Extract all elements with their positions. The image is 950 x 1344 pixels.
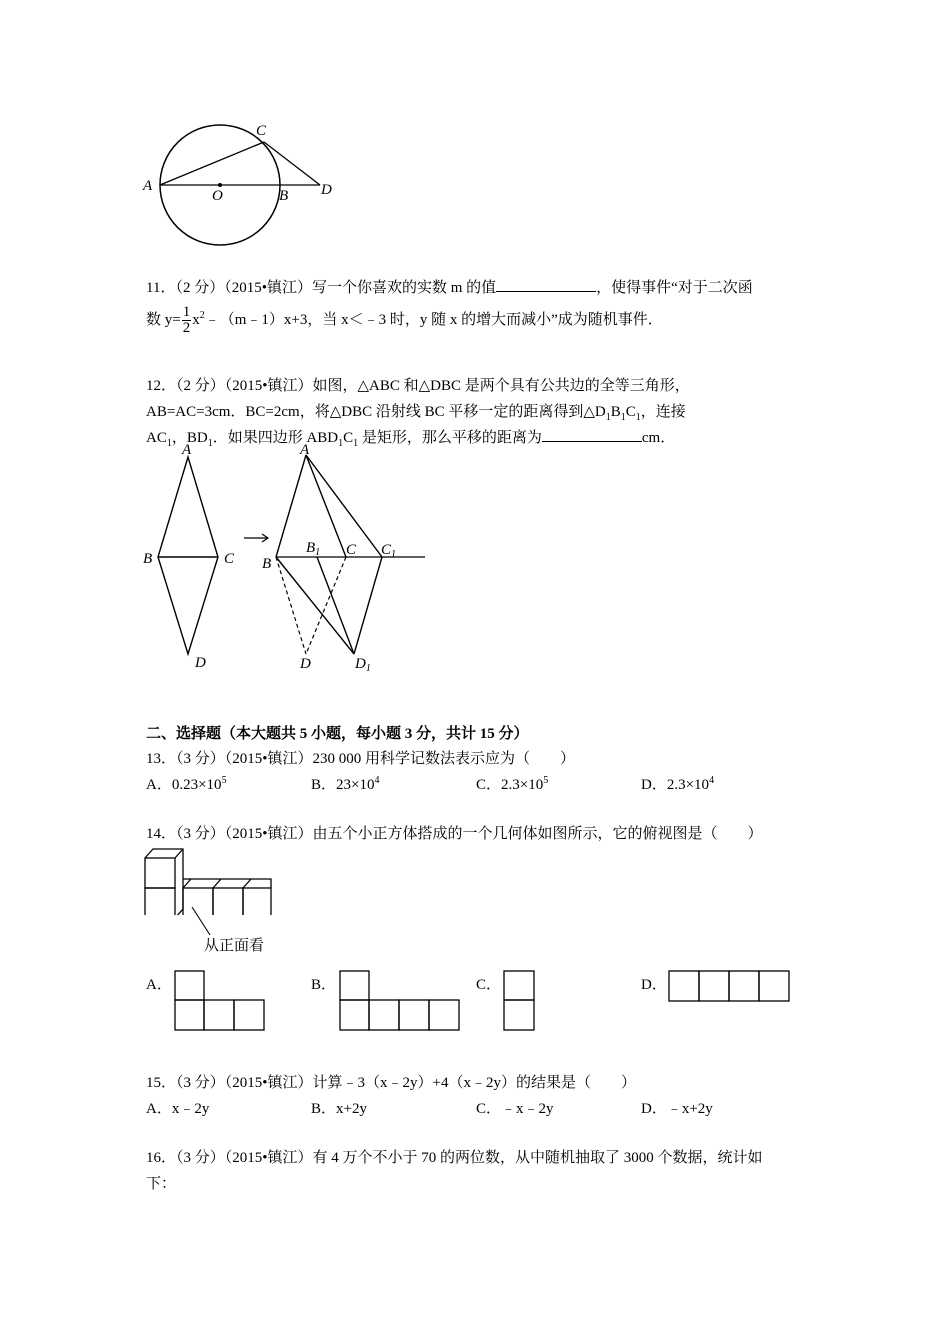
option-text: 2.3×10	[666, 777, 710, 793]
right-label-D: D	[300, 656, 311, 672]
section-title: 二、选择题（本大题共 5 小题，每小题 3 分，共计 15 分）	[146, 726, 529, 742]
option-label: C．	[476, 1101, 502, 1117]
q11-exponent: 2	[199, 309, 205, 321]
option-exp: 5	[221, 775, 227, 786]
option-exp: 5	[543, 775, 549, 786]
option-text: 23×10	[336, 777, 375, 793]
rhombus-figure	[140, 442, 440, 674]
q14-option-a-figure[interactable]	[174, 970, 266, 1032]
option-label: A．	[146, 777, 172, 793]
q12-s6: 1	[338, 438, 344, 449]
q12-t9: 是矩形，那么平移的距离为	[358, 430, 542, 446]
option-text: 2.3×10	[501, 777, 544, 793]
option-label: D．	[641, 777, 667, 793]
q12-s2: 1	[620, 412, 626, 423]
q11-line2	[146, 305, 663, 336]
label-C: C	[256, 123, 267, 139]
q14-option-d-label[interactable]: D．	[641, 977, 667, 993]
right-label-C: C	[346, 542, 357, 558]
q13-option-a[interactable]	[146, 775, 227, 797]
option-text: x+2y	[336, 1101, 367, 1117]
q12-t6: ，BD	[171, 430, 208, 446]
q14-option-c-figure[interactable]	[503, 970, 537, 1032]
q11-fraction	[182, 305, 192, 336]
q13-stem: 13．（3 分）（2015•镇江）230 000 用科学记数法表示应为（ ）	[146, 751, 576, 767]
option-text: x﹣2y	[171, 1101, 210, 1117]
option-text: 0.23×10	[171, 777, 222, 793]
q13-option-d[interactable]	[641, 775, 714, 797]
q11-prefix: 11．（2 分）（2015•镇江）写一个你喜欢的实数 m 的值	[146, 280, 497, 296]
q12-s5: 1	[207, 438, 213, 449]
q12-s3: 1	[635, 412, 641, 423]
q12-t4: ，连接	[640, 404, 686, 420]
caption-pointer	[186, 905, 226, 939]
q14-stem: 14．（3 分）（2015•镇江）由五个小正方体搭成的一个几何体如图所示，它的俯视图是（ ）	[146, 826, 763, 842]
q11-suffix: ，使得事件“对于二次函	[596, 280, 753, 296]
left-label-A: A	[182, 442, 192, 458]
q11-text-a: 数 y=	[146, 311, 181, 328]
q16-line2: 下：	[146, 1176, 177, 1192]
option-label: A．	[146, 1101, 172, 1117]
right-label-B1: $B_1$	[306, 540, 321, 558]
q14-option-b-label[interactable]: B．	[311, 977, 337, 993]
q12-t3: C	[625, 404, 636, 420]
q11-answer-blank[interactable]	[496, 277, 596, 292]
q15-option-c[interactable]	[476, 1099, 554, 1119]
q12-line2	[146, 402, 686, 424]
q12-t8: C	[343, 430, 354, 446]
q14-option-a-label[interactable]: A．	[146, 977, 172, 993]
q12-t2: B	[610, 404, 621, 420]
right-label-C1: $C_1$	[381, 542, 397, 560]
circle-figure	[140, 118, 350, 253]
q11-line1	[146, 277, 753, 298]
frac-denominator: 2	[182, 320, 191, 336]
q12-line1: 12．（2 分）（2015•镇江）如图，△ABC 和△DBC 是两个具有公共边的全等三角形，	[146, 378, 690, 394]
q12-t7: ．如果四边形 ABD	[212, 430, 339, 446]
option-label: C．	[476, 777, 502, 793]
q15-option-a[interactable]	[146, 1099, 209, 1119]
q12-s1: 1	[605, 412, 611, 423]
q11-text-c: ﹣（m﹣1）x+3，当 x＜﹣3 时，y 随 x 的增大而减小”成为随机事件．	[204, 311, 663, 328]
q12-t10: cm．	[641, 430, 676, 446]
label-O: O	[212, 188, 223, 204]
option-text: ﹣x+2y	[666, 1101, 713, 1117]
frac-numerator: 1	[182, 304, 191, 320]
q11-text-b: x	[192, 311, 200, 328]
q12-s4: 1	[166, 438, 172, 449]
q15-option-b[interactable]	[311, 1099, 367, 1119]
q13-option-b[interactable]	[311, 775, 379, 797]
label-D: D	[321, 182, 332, 198]
right-label-D1: $D_1$	[355, 656, 371, 674]
left-label-D: D	[195, 655, 206, 671]
option-exp: 4	[709, 775, 715, 786]
q12-t5: AC	[146, 430, 167, 446]
q15-stem: 15．（3 分）（2015•镇江）计算﹣3（x﹣2y）+4（x﹣2y）的结果是（ ）	[146, 1075, 636, 1091]
cubes-caption: 从正面看	[204, 936, 265, 954]
option-label: B．	[311, 777, 337, 793]
q12-answer-blank[interactable]	[542, 427, 642, 442]
q14-option-d-figure[interactable]	[668, 970, 792, 1003]
q13-option-c[interactable]	[476, 775, 548, 797]
q12-s7: 1	[353, 438, 359, 449]
right-label-A: A	[300, 442, 310, 458]
option-exp: 4	[374, 775, 380, 786]
label-A: A	[143, 178, 153, 194]
left-label-C: C	[224, 551, 235, 567]
right-label-B: B	[262, 556, 272, 572]
q14-option-b-figure[interactable]	[339, 970, 461, 1032]
label-B: B	[279, 188, 289, 204]
left-label-B: B	[143, 551, 153, 567]
q14-option-c-label[interactable]: C．	[476, 977, 502, 993]
q12-t1: AB=AC=3cm．BC=2cm，将△DBC 沿射线 BC 平移一定的距离得到△D	[146, 404, 606, 420]
q15-option-d[interactable]	[641, 1099, 713, 1119]
q16-line1: 16．（3 分）（2015•镇江）有 4 万个不小于 70 的两位数，从中随机抽取了 3000 个数据，统计如	[146, 1150, 763, 1166]
option-label: D．	[641, 1101, 667, 1117]
option-label: B．	[311, 1101, 337, 1117]
option-text: ﹣x﹣2y	[501, 1101, 554, 1117]
